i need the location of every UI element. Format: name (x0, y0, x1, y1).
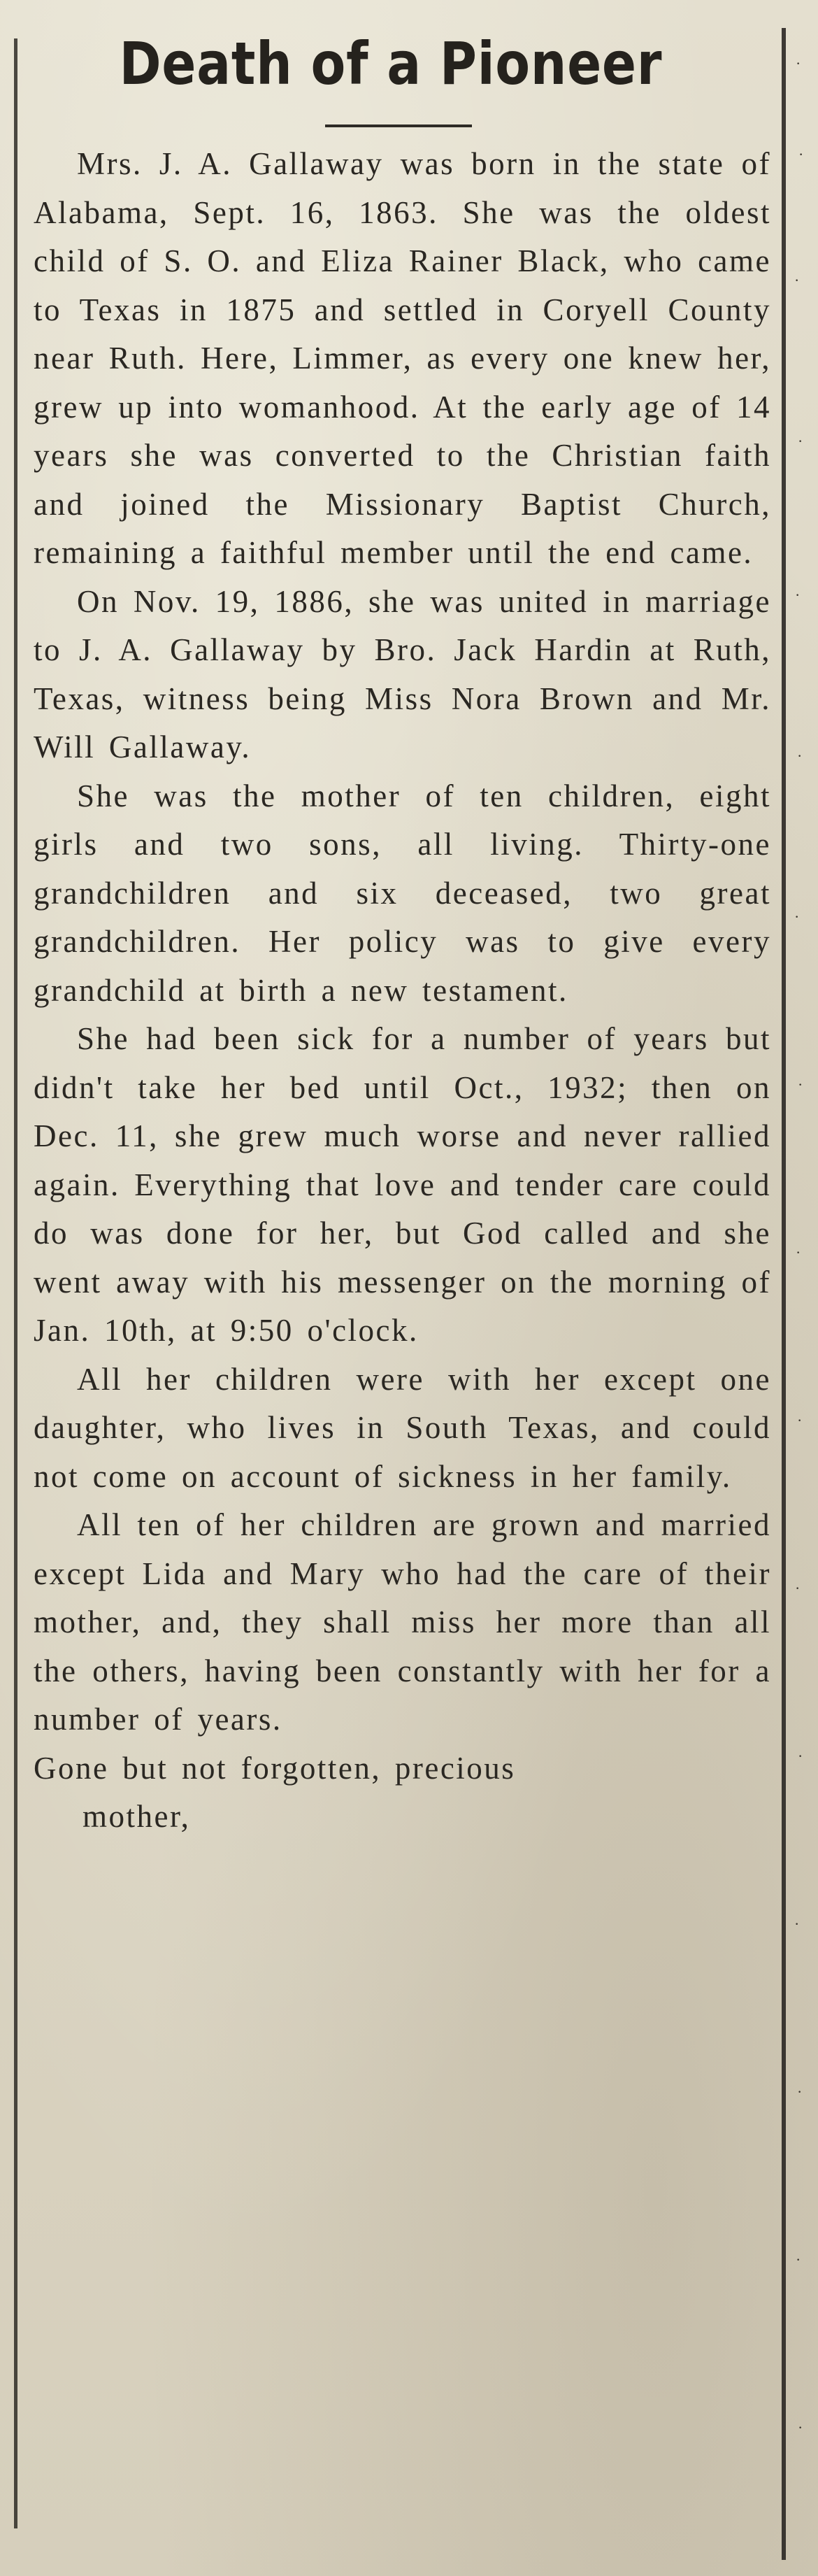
print-speck: · (797, 2083, 803, 2100)
print-speck: · (797, 1411, 803, 1429)
print-speck: · (798, 1747, 803, 1765)
print-speck: · (797, 747, 803, 764)
closing-line-2: mother, (82, 1799, 191, 1834)
print-speck: · (798, 432, 803, 450)
closing-line-1: Gone but not forgotten, precious (34, 1750, 516, 1786)
article-paragraph: All ten of her children are grown and married except Lida and Mary who had the care of their mother, and, they shall miss her more than all the others, having been constantly with her for a number of years. (34, 1507, 771, 1737)
article-paragraph: On Nov. 19, 1886, she was united in marriage to J. A. Gallaway by Bro. Jack Hardin at Ruth, Texas, witness being Miss Nora Brown and Mr. Will Gallaway. (34, 583, 771, 764)
article-paragraph: She had been sick for a number of years but didn't take her bed until Oct., 1932; then on Dec. 11, she grew much worse and never rallied again. Everything that love and tender care could do was done for her, but God called and she went away with his messenger on the morning of Jan. 10th, at 9:50 o'clock. (34, 1021, 771, 1348)
print-speck: · (795, 586, 801, 604)
print-speck: · (795, 1579, 801, 1597)
margin-print-marks (791, 42, 812, 2546)
article-paragraph: Mrs. J. A. Gallaway was born in the state of Alabama, Sept. 16, 1863. She was the oldest child of S. O. and Eliza Rainer Black, who came to Texas in 1875 and settled in Coryell County near Ruth. Here, Limmer, as every one knew her, grew up into womanhood. At the early age of 14 years she was converted to the Christian faith and joined the Missionary Baptist Church, remaining a faithful member until the end came. (34, 146, 771, 570)
print-speck: · (798, 1076, 803, 1093)
left-column-rule (14, 38, 17, 2528)
print-speck: · (794, 1915, 800, 1933)
print-speck: · (796, 55, 801, 72)
headline-underline (325, 124, 472, 127)
print-speck: · (798, 145, 804, 163)
print-speck: · (796, 2251, 801, 2268)
print-speck: · (798, 2419, 803, 2436)
print-speck: · (794, 908, 800, 925)
right-column-rule (782, 28, 786, 2560)
article-paragraph: All her children were with her except one daughter, who lives in South Texas, and could not come on account of sickness in her family. (34, 1361, 771, 1494)
article-paragraph: She was the mother of ten children, eight girls and two sons, all living. Thirty-one grandchildren and six deceased, two great grandchildren. Her policy was to give every grandchild at birth a new testament. (34, 778, 771, 1008)
print-speck: · (794, 271, 800, 289)
print-speck: · (796, 1244, 801, 1261)
closing-verse (34, 1744, 771, 1842)
article-body (34, 140, 771, 1842)
headline: Death of a Pioneer (119, 29, 663, 98)
